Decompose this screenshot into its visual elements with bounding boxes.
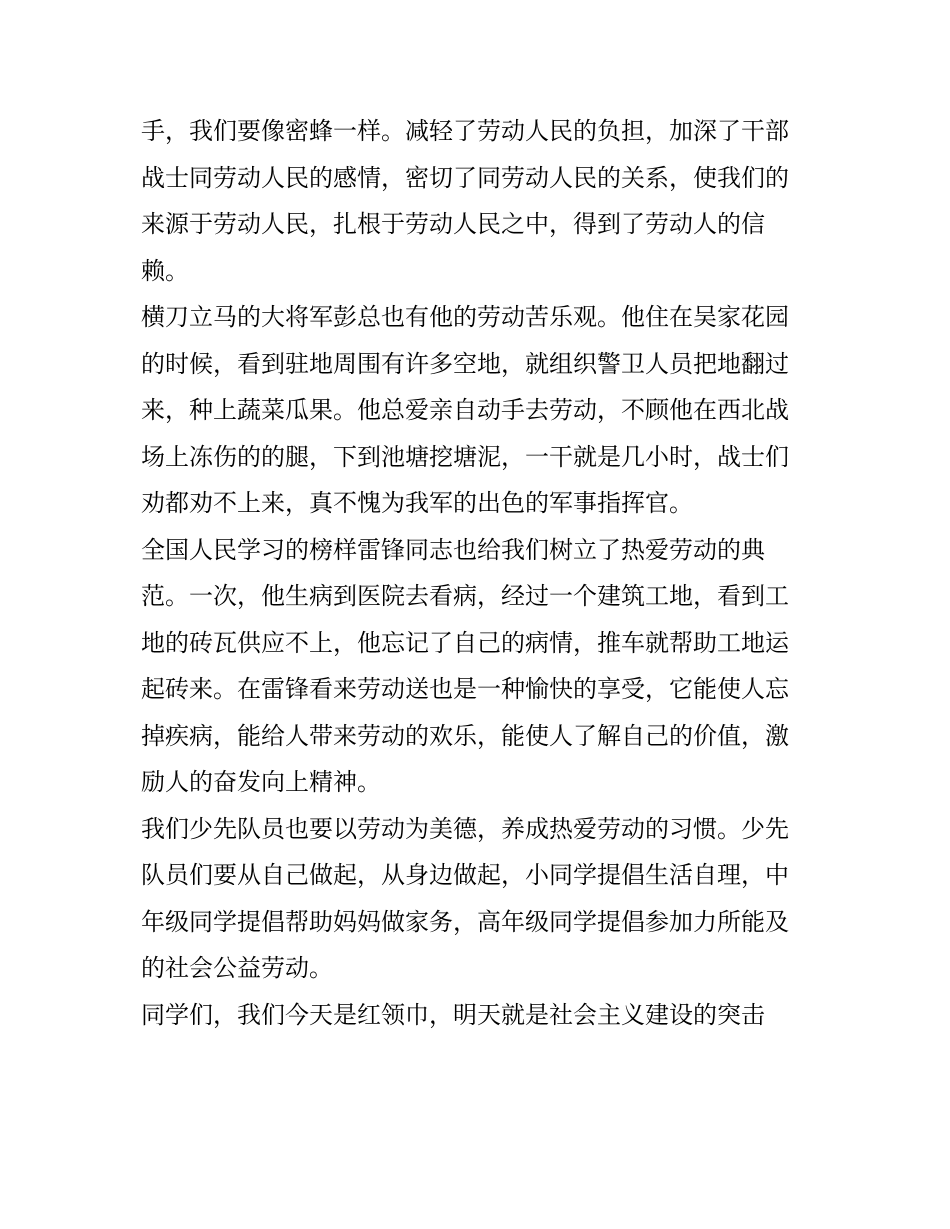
text-line: 来，种上蔬菜瓜果。他总爱亲自动手去劳动，不顾他在西北战 bbox=[141, 396, 789, 424]
text-line: 的时候，看到驻地周围有许多空地，就组织警卫人员把地翻过 bbox=[141, 349, 789, 378]
text-line: 掉疾病，能给人带来劳动的欢乐，能使人了解自己的价值，激 bbox=[141, 721, 789, 750]
text-line: 横刀立马的大将军彭总也有他的劳动苦乐观。他住在吴家花园 bbox=[141, 303, 789, 331]
text-line: 同学们，我们今天是红领巾，明天就是社会主义建设的突击 bbox=[141, 1000, 765, 1029]
text-line: 励人的奋发向上精神。 bbox=[141, 768, 381, 796]
text-line: 全国人民学习的榜样雷锋同志也给我们树立了热爱劳动的典 bbox=[141, 535, 765, 564]
text-line: 范。一次，他生病到医院去看病，经过一个建筑工地，看到工 bbox=[141, 582, 789, 610]
text-line: 地的砖瓦供应不上，他忘记了自己的病情，推车就帮助工地运 bbox=[141, 628, 789, 657]
text-line: 赖。 bbox=[141, 256, 189, 285]
text-line: 来源于劳动人民，扎根于劳动人民之中，得到了劳动人的信 bbox=[141, 210, 765, 238]
text-line: 场上冻伤的的腿，下到池塘挖塘泥，一干就是几小时，战士们 bbox=[141, 442, 789, 471]
text-line: 我们少先队员也要以劳动为美德，养成热爱劳动的习惯。少先 bbox=[141, 814, 789, 843]
text-line: 起砖来。在雷锋看来劳动送也是一种愉快的享受，它能使人忘 bbox=[141, 675, 789, 703]
text-line: 队员们要从自己做起，从身边做起，小同学提倡生活自理，中 bbox=[141, 861, 789, 889]
text-line: 年级同学提倡帮助妈妈做家务，高年级同学提倡参加力所能及 bbox=[141, 907, 789, 936]
text-line: 手，我们要像密蜂一样。减轻了劳动人民的负担，加深了干部 bbox=[141, 117, 789, 145]
text-line: 的社会公益劳动。 bbox=[141, 954, 333, 982]
body-text bbox=[141, 108, 821, 1038]
text-line: 劝都劝不上来，真不愧为我军的出色的军事指挥官。 bbox=[141, 489, 693, 517]
text-line: 战士同劳动人民的感情，密切了同劳动人民的关系，使我们的 bbox=[141, 163, 789, 192]
